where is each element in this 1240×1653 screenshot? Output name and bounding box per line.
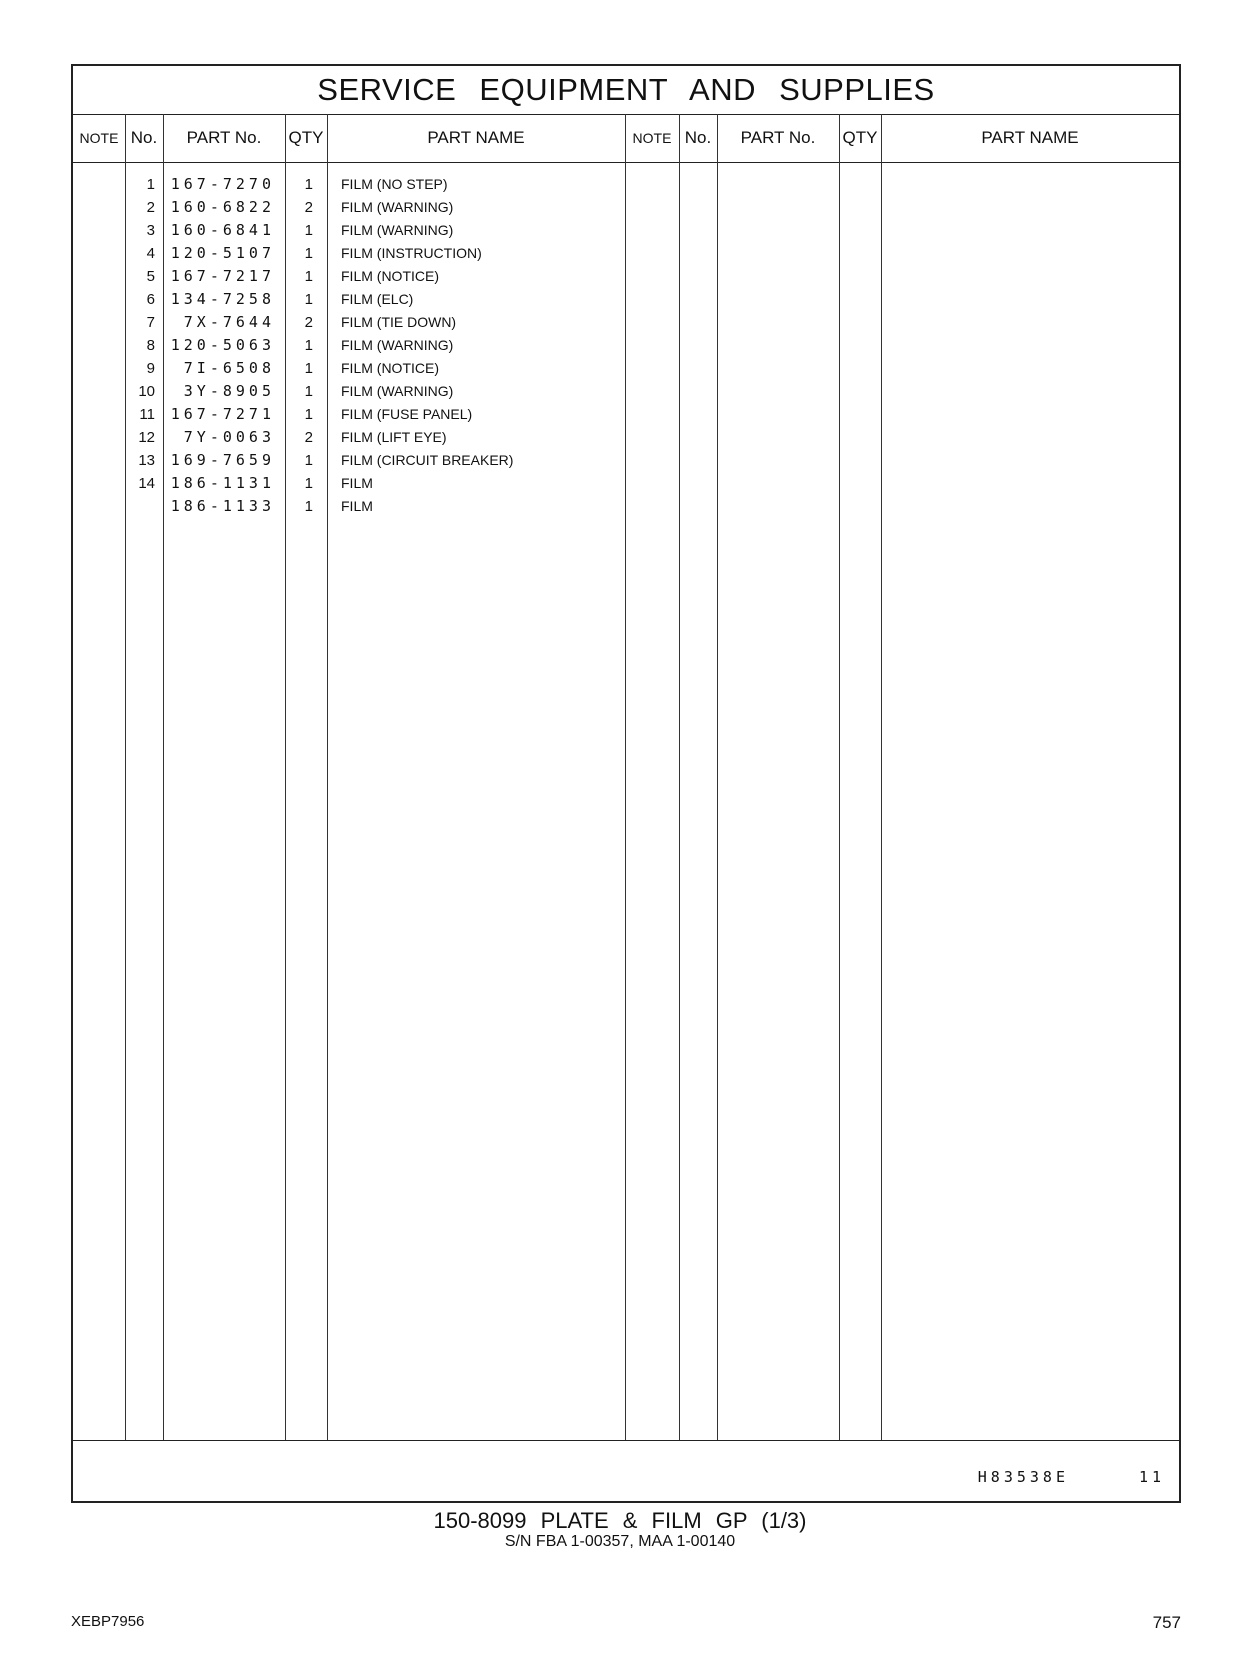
part-item-number: 12 [138, 429, 155, 446]
part-name: FILM [341, 498, 373, 514]
page-title: SERVICE EQUIPMENT AND SUPPLIES [73, 66, 1179, 115]
header-part-no-right: PART No. [740, 128, 816, 147]
part-item-number: 9 [146, 360, 155, 377]
part-quantity: 1 [304, 406, 313, 423]
part-quantity: 1 [304, 383, 313, 400]
part-item-number: 6 [146, 291, 155, 308]
table-bottom-divider [73, 1440, 1179, 1441]
part-quantity: 1 [304, 475, 313, 492]
header-part-name-right: PART NAME [981, 128, 1079, 147]
part-item-number: 13 [138, 452, 155, 469]
page-number: 757 [1152, 1613, 1181, 1632]
part-name: FILM (NO STEP) [341, 176, 448, 192]
table-row [73, 196, 673, 219]
column-divider [839, 114, 840, 1440]
part-quantity: 1 [304, 176, 313, 193]
part-item-number: 5 [146, 268, 155, 285]
part-quantity: 1 [304, 360, 313, 377]
part-number: 7X-7644 [183, 313, 275, 331]
part-number: 7Y-0063 [183, 428, 275, 446]
table-row [73, 265, 673, 288]
part-item-number: 11 [139, 406, 155, 423]
table-row [73, 495, 673, 518]
header-no-right: No. [684, 128, 712, 147]
table-row [73, 472, 673, 495]
part-name: FILM (INSTRUCTION) [341, 245, 482, 261]
table-row [73, 311, 673, 334]
drawing-page: 11 [1138, 1468, 1165, 1486]
part-number: 186-1133 [170, 497, 275, 515]
part-item-number: 10 [138, 383, 155, 400]
part-quantity: 2 [304, 199, 313, 216]
part-number: 167-7271 [170, 405, 275, 423]
part-name: FILM (WARNING) [341, 199, 454, 215]
header-qty-left: QTY [288, 128, 324, 147]
part-number: 120-5063 [170, 336, 275, 354]
part-item-number: 8 [146, 337, 155, 354]
part-number: 3Y-8905 [183, 382, 275, 400]
part-name: FILM (ELC) [341, 291, 414, 307]
group-caption: 150-8099 PLATE & FILM GP (1/3) [433, 1508, 807, 1533]
part-name: FILM (TIE DOWN) [341, 314, 457, 330]
table-row [73, 403, 673, 426]
part-number: 160-6841 [170, 221, 275, 239]
part-quantity: 1 [304, 498, 313, 515]
parts-table-frame [71, 64, 1181, 1503]
table-row [73, 288, 673, 311]
part-quantity: 1 [304, 452, 313, 469]
part-name: FILM (WARNING) [341, 222, 454, 238]
part-number: 167-7270 [170, 175, 275, 193]
table-row [73, 242, 673, 265]
part-name: FILM (WARNING) [341, 337, 454, 353]
part-number: 169-7659 [170, 451, 275, 469]
part-number: 186-1131 [170, 474, 275, 492]
header-part-no-left: PART No. [186, 128, 262, 147]
part-item-number: 2 [146, 199, 155, 216]
part-quantity: 1 [304, 245, 313, 262]
table-header [73, 114, 1179, 163]
part-number: 134-7258 [170, 290, 275, 308]
drawing-code: H83538E [977, 1468, 1069, 1486]
part-name: FILM (WARNING) [341, 383, 454, 399]
table-row [73, 173, 673, 196]
part-item-number: 3 [146, 222, 155, 239]
part-name: FILM (NOTICE) [341, 360, 439, 376]
part-number: 7I-6508 [183, 359, 275, 377]
part-quantity: 1 [304, 268, 313, 285]
part-quantity: 1 [304, 222, 313, 239]
part-item-number: 4 [146, 245, 155, 262]
table-row [73, 449, 673, 472]
part-number: 120-5107 [170, 244, 275, 262]
table-row [73, 219, 673, 242]
part-name: FILM (FUSE PANEL) [341, 406, 473, 422]
part-quantity: 1 [304, 291, 313, 308]
part-name: FILM (LIFT EYE) [341, 429, 447, 445]
table-row [73, 380, 673, 403]
table-row [73, 357, 673, 380]
part-name: FILM (NOTICE) [341, 268, 439, 284]
header-note-left: NOTE [79, 130, 119, 146]
column-divider [881, 114, 882, 1440]
part-item-number: 1 [146, 176, 155, 193]
table-row [73, 426, 673, 449]
part-quantity: 1 [304, 337, 313, 354]
part-number: 167-7217 [170, 267, 275, 285]
column-divider [717, 114, 718, 1440]
column-divider [679, 114, 680, 1440]
document-id: XEBP7956 [71, 1613, 145, 1630]
header-no-left: No. [130, 128, 158, 147]
part-name: FILM [341, 475, 373, 491]
part-quantity: 2 [304, 429, 313, 446]
part-quantity: 2 [304, 314, 313, 331]
part-name: FILM (CIRCUIT BREAKER) [341, 452, 514, 468]
serial-numbers: S/N FBA 1-00357, MAA 1-00140 [504, 1533, 736, 1550]
header-qty-right: QTY [842, 128, 878, 147]
header-part-name-left: PART NAME [427, 128, 525, 147]
table-row [73, 334, 673, 357]
header-note-right: NOTE [632, 130, 672, 146]
part-number: 160-6822 [170, 198, 275, 216]
part-item-number: 14 [138, 475, 155, 492]
part-item-number: 7 [146, 314, 155, 331]
